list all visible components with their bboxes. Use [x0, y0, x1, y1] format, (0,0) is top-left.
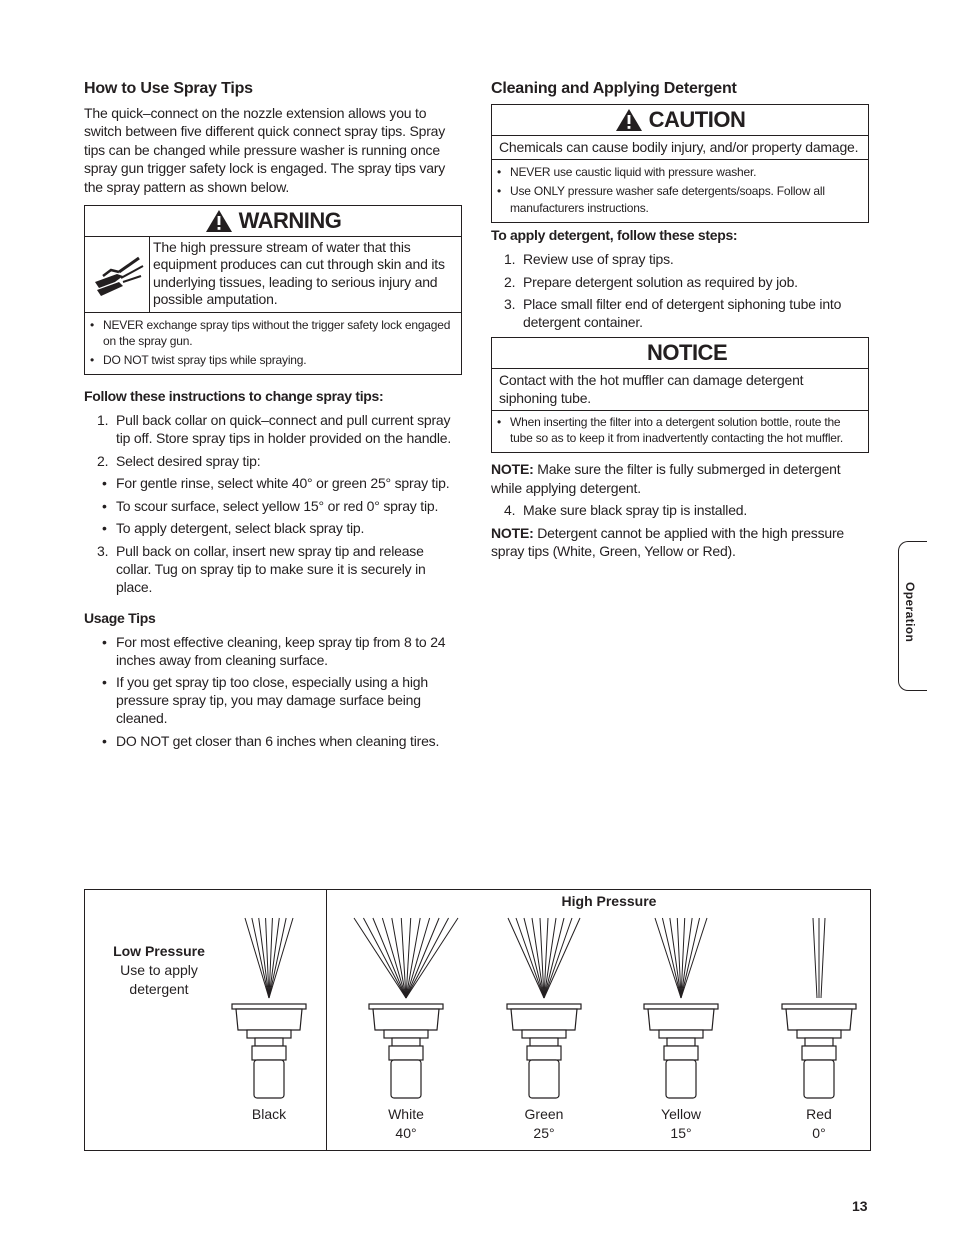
- list-item: [491, 250, 869, 268]
- nozzle-rim: [232, 1004, 306, 1009]
- warning-main: [85, 237, 461, 313]
- nozzle-band: [527, 1046, 561, 1060]
- spray-tip-figure: [84, 889, 871, 1151]
- step-text: Pull back collar on quick–connect and pull current spray tip off. Store spray tips in holder provided on the handle.: [116, 412, 452, 447]
- caution-title: CAUTION: [648, 107, 746, 132]
- list-item: [491, 295, 869, 331]
- list-item: • Use ONLY pressure washer safe detergents/soaps. Follow all manufacturers instructions.: [496, 183, 862, 216]
- spray-line: [406, 918, 458, 998]
- nozzle-band: [389, 1046, 423, 1060]
- usage-text: For most effective cleaning, keep spray tip from 8 to 24 inches away from cleaning surface.: [116, 633, 446, 668]
- list-item: [491, 273, 869, 291]
- spray-line: [363, 918, 406, 998]
- section-heading-detergent: Cleaning and Applying Detergent: [491, 80, 737, 97]
- spray-tip-yellow: [644, 918, 718, 1098]
- nozzle-stem: [391, 1060, 421, 1098]
- spray-line: [544, 918, 580, 998]
- list-item: • DO NOT twist spray tips while spraying.: [89, 352, 455, 369]
- tip-choice-text: For gentle rinse, select white 40° or green 25° spray tip.: [116, 475, 450, 492]
- note-label: NOTE:: [491, 524, 534, 541]
- list-item: • NEVER use caustic liquid with pressure washer.: [496, 164, 862, 181]
- low-pressure-title: Low Pressure: [113, 943, 205, 959]
- step-text: Select desired spray tip:: [116, 452, 261, 469]
- nozzle-ring: [392, 1038, 420, 1046]
- note-text: Detergent cannot be applied with the high pressure spray tips (White, Green, Yellow or Red).: [491, 524, 845, 559]
- nozzle-band: [252, 1046, 286, 1060]
- nozzle-ring: [530, 1038, 558, 1046]
- step-number: 1.: [97, 412, 109, 429]
- list-item: [491, 501, 869, 519]
- spray-tip-illustrations: [85, 890, 870, 1150]
- nozzle-ring: [255, 1038, 283, 1046]
- list-item: [84, 542, 462, 596]
- usage-list: [84, 633, 462, 750]
- step-text: Prepare detergent solution as required by job.: [523, 273, 798, 290]
- notice-header: [492, 338, 868, 369]
- nozzle-band: [802, 1046, 836, 1060]
- apply-steps-cont: [491, 501, 869, 519]
- nozzle-rim: [782, 1004, 856, 1009]
- list-item: [84, 411, 462, 447]
- list-item: • For most effective cleaning, keep spray tip from 8 to 24 inches away from cleaning surface.: [102, 633, 446, 668]
- spray-line: [508, 918, 544, 998]
- step-text: Review use of spray tips.: [523, 251, 674, 268]
- tip-choice-text: To scour surface, select yellow 15° or red 0° spray tip.: [116, 497, 439, 514]
- usage-text: DO NOT get closer than 6 inches when cleaning tires.: [116, 732, 440, 749]
- nozzle-collar: [511, 1009, 577, 1030]
- tip-angle-yellow: 15°: [670, 1125, 692, 1141]
- spray-line: [373, 918, 406, 998]
- warning-text: The high pressure stream of water that this equipment produces can cut through skin and its underlying tissues, leading to serious injury and possible amputation.: [153, 239, 445, 308]
- step-text: Make sure black spray tip is installed.: [523, 502, 748, 518]
- nozzle-neck: [797, 1030, 841, 1038]
- tip-angle-white: 40°: [395, 1125, 417, 1141]
- nozzle-neck: [384, 1030, 428, 1038]
- list-item: • For gentle rinse, select white 40° or green 25° spray tip.: [102, 475, 450, 492]
- step-number: 3.: [504, 296, 516, 313]
- high-pressure-title: High Pressure: [561, 893, 657, 909]
- spray-line: [406, 918, 439, 998]
- step-number: 1.: [504, 251, 516, 268]
- tip-label-green: Green: [524, 1106, 564, 1122]
- notice-box: [491, 337, 869, 453]
- warning-triangle-icon: [205, 209, 233, 233]
- spray-tip-green: [507, 918, 581, 1098]
- spray-tip-white: [354, 918, 458, 1098]
- nozzle-stem: [254, 1060, 284, 1098]
- tip-label-black: Black: [251, 1106, 287, 1122]
- list-item: [84, 452, 462, 470]
- caution-box: [491, 104, 869, 223]
- nozzle-stem: [529, 1060, 559, 1098]
- step-number: 2.: [97, 452, 109, 469]
- spray-line: [681, 918, 707, 998]
- apply-steps: [491, 250, 869, 331]
- apply-detergent-heading: To apply detergent, follow these steps:: [491, 227, 738, 244]
- hazard-icon-cell: [85, 237, 150, 312]
- spray-line: [354, 918, 406, 998]
- step-number: 3.: [97, 542, 109, 559]
- section-heading-spray-tips: How to Use Spray Tips: [84, 80, 253, 97]
- spray-tip-black: [232, 918, 306, 1098]
- spray-line: [655, 918, 681, 998]
- change-steps-cont: [84, 542, 462, 596]
- list-item: • To apply detergent, select black spray tip.: [102, 520, 365, 537]
- note-filter: [491, 460, 869, 497]
- nozzle-collar: [236, 1009, 302, 1030]
- note-text: Make sure the filter is fully submerged in detergent while applying detergent.: [491, 461, 841, 496]
- nozzle-band: [664, 1046, 698, 1060]
- nozzle-neck: [659, 1030, 703, 1038]
- tip-label-white: White: [388, 1106, 424, 1122]
- notice-bullets: [492, 411, 868, 452]
- caution-text: Chemicals can cause bodily injury, and/or property damage.: [492, 136, 868, 160]
- step-number: 2.: [504, 273, 516, 290]
- nozzle-rim: [507, 1004, 581, 1009]
- low-pressure-desc-1: Use to apply: [120, 962, 198, 978]
- change-tips-heading: Follow these instructions to change spray tips:: [84, 388, 384, 405]
- nozzle-neck: [522, 1030, 566, 1038]
- nozzle-collar: [648, 1009, 714, 1030]
- list-item: • If you get spray tip too close, especially using a high pressure spray tip, you may damage surface being cleaned.: [102, 674, 428, 727]
- spray-line: [406, 918, 449, 998]
- usage-tips-heading: Usage Tips: [84, 609, 156, 626]
- list-item: • To scour surface, select yellow 15° or red 0° spray tip.: [102, 497, 439, 514]
- usage-text: If you get spray tip too close, especially using a high pressure spray tip, you may damage surface being cleaned.: [116, 674, 428, 727]
- tip-angle-green: 25°: [533, 1125, 555, 1141]
- nozzle-neck: [247, 1030, 291, 1038]
- spray-line: [813, 918, 817, 998]
- note-high-pressure: [491, 524, 869, 561]
- nozzle-ring: [805, 1038, 833, 1046]
- spray-line: [516, 918, 544, 998]
- tip-label-red: Red: [806, 1106, 832, 1122]
- page-number: 13: [852, 1198, 868, 1214]
- section-tab-operation: [898, 541, 927, 691]
- list-item: • NEVER exchange spray tips without the trigger safety lock engaged on the spray gun.: [89, 317, 455, 350]
- change-steps: [84, 411, 462, 470]
- left-column: [84, 80, 462, 754]
- step-text: Place small filter end of detergent siphoning tube into detergent container.: [523, 296, 842, 331]
- nozzle-collar: [373, 1009, 439, 1030]
- section-tab-label: Operation: [903, 582, 917, 643]
- note-label: NOTE:: [491, 461, 534, 478]
- spray-line: [245, 918, 269, 998]
- caution-header: [492, 105, 868, 136]
- warning-bullets: [85, 313, 461, 375]
- nozzle-rim: [369, 1004, 443, 1009]
- warning-title: WARNING: [238, 208, 342, 234]
- step-text: Pull back on collar, insert new spray tip and release collar. Tug on spray tip to make sure it is securely in place.: [116, 542, 426, 595]
- nozzle-rim: [644, 1004, 718, 1009]
- warning-header: [85, 206, 461, 237]
- nozzle-collar: [786, 1009, 852, 1030]
- notice-title: NOTICE: [647, 340, 728, 366]
- list-item: • When inserting the filter into a detergent solution bottle, route the tube so as to keep it from inadvertently contacting the hot muffler.: [496, 415, 862, 446]
- tip-choice-list: [84, 474, 462, 537]
- high-pressure-cut-hazard-icon: [89, 246, 145, 302]
- nozzle-ring: [667, 1038, 695, 1046]
- warning-box: [84, 205, 462, 375]
- tip-label-yellow: Yellow: [661, 1106, 701, 1122]
- right-column: [491, 80, 869, 564]
- tip-choice-text: To apply detergent, select black spray tip.: [116, 520, 365, 537]
- intro-paragraph: The quick–connect on the nozzle extension allows you to switch between five different quick connect spray tips. Spray tips can be changed while pressure washer is running once spray gun trigger safety lock is engaged. The spray tips vary the spray pattern as shown below.: [84, 105, 446, 195]
- spray-line: [269, 918, 293, 998]
- list-item: • DO NOT get closer than 6 inches when cleaning tires.: [102, 732, 440, 749]
- notice-text: Contact with the hot muffler can damage detergent siphoning tube.: [492, 369, 868, 411]
- caution-bullets: [492, 160, 868, 222]
- tip-angle-red: 0°: [812, 1125, 826, 1141]
- step-number: 4.: [504, 502, 516, 518]
- spray-line: [821, 918, 825, 998]
- spray-line: [544, 918, 572, 998]
- nozzle-stem: [666, 1060, 696, 1098]
- low-pressure-desc-2: detergent: [129, 981, 189, 997]
- nozzle-stem: [804, 1060, 834, 1098]
- spray-tip-red: [782, 918, 856, 1098]
- caution-triangle-icon: [615, 108, 643, 132]
